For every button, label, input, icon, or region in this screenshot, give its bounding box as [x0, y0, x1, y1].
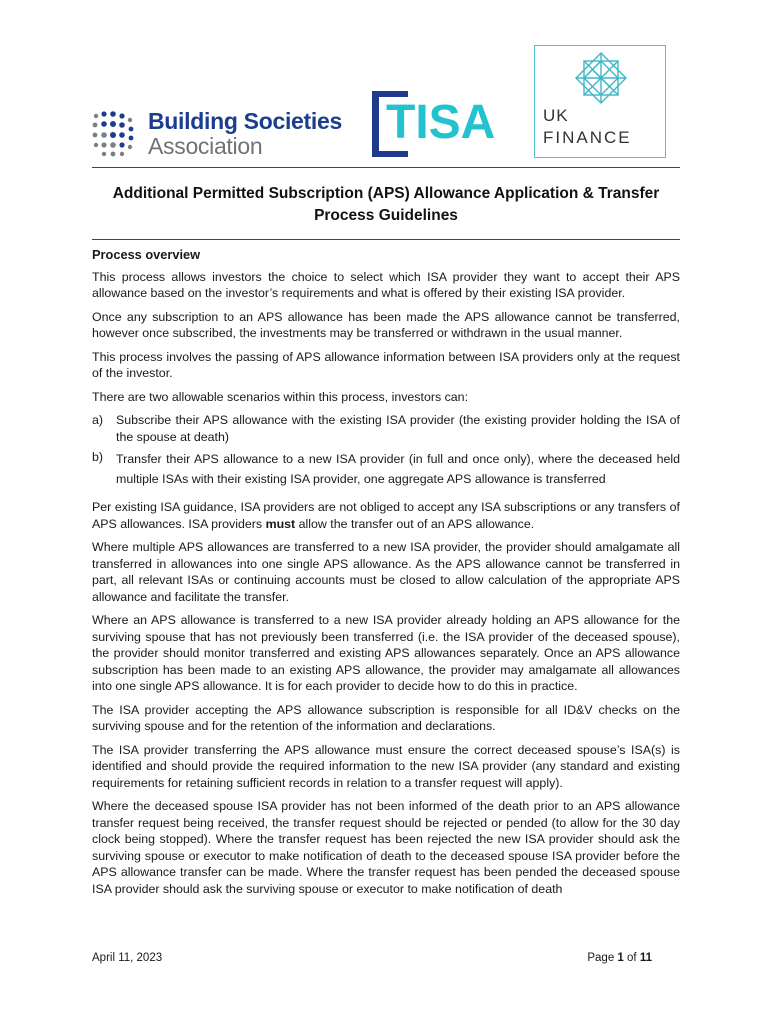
paragraph: Where multiple APS allowances are transferred to a new ISA provider, the provider should amalgamate all transferred in allowances into one single APS allowance. As the APS allowance cannot be transferred in part, all relevant ISAs or continuing accounts must be closed to allow calculation of the appropriate APS allowance and facilitate the transfer. [92, 540, 680, 604]
document-title: Additional Permitted Subscription (APS) Allowance Application & Transfer Process Guidelines [112, 185, 660, 224]
list-item-label: b) [92, 450, 104, 464]
uk-finance-line2: FINANCE [543, 128, 632, 147]
paragraph: Where an APS allowance is transferred to a new ISA provider already holding an APS allowance for the surviving spouse that has not previously been transferred (i.e. the ISA provider of the deceased spouse), the provider should monitor transferred and existing APS allowances separately. Once an APS allowance subscription has been made to an existing APS allowance, the provider may amalgamate all allowances into one single APS allowance. It is for each provider to decide how to do this in practice. [92, 613, 680, 693]
paragraph [92, 499, 680, 532]
paragraph-text: allow the transfer out of an APS allowance. [295, 516, 535, 531]
title-rule-top [92, 167, 680, 168]
paragraph: The ISA provider accepting the APS allowance subscription is responsible for all ID&V checks on the surviving spouse and for the retention of the information and declarations. [92, 702, 680, 733]
section-heading: Process overview [92, 247, 201, 262]
bsa-dots-icon [92, 110, 138, 158]
emphasis-must: must [265, 516, 296, 531]
page-total: 11 [639, 952, 652, 964]
page-word: Page [587, 952, 615, 964]
uk-finance-line1: UK [543, 106, 569, 125]
tisa-logo [372, 91, 512, 157]
paragraph: There are two allowable scenarios within this process, investors can: [92, 389, 469, 404]
uk-finance-mark-icon [573, 50, 629, 106]
list-item-label: a) [92, 413, 104, 427]
paragraph: This process involves the passing of APS allowance information between ISA providers only at the request of the investor. [92, 349, 680, 380]
tisa-logo-text: TISA [386, 96, 496, 149]
bsa-logo [92, 108, 362, 160]
uk-finance-logo [534, 45, 666, 158]
page-current: 1 [617, 952, 624, 964]
bsa-logo-line2: Association [148, 133, 263, 159]
list-item [92, 412, 680, 445]
bsa-logo-line1: Building Societies [148, 108, 342, 134]
list-item [92, 449, 680, 489]
tisa-bracket [372, 91, 379, 157]
list-item-text: Transfer their APS allowance to a new ISA provider (in full and once only), where the deceased held multiple ISAs with their existing ISA provider, one aggregate APS allowance is transferred [116, 452, 680, 486]
paragraph: The ISA provider transferring the APS allowance must ensure the correct deceased spouse’s ISA(s) is identified and should provide the required information to the new ISA provider (any standard and existing requirements for retaining sufficient records in relation to a transfer request will apply). [92, 742, 680, 790]
footer-date: April 11, 2023 [92, 952, 163, 964]
page-number [587, 952, 652, 964]
paragraph: This process allows investors the choice to select which ISA provider they want to accept their APS allowance based on the investor’s requirements and what is offered by their existing ISA provider. [92, 269, 680, 300]
title-rule-bottom [92, 239, 680, 240]
list-item-text: Subscribe their APS allowance with the existing ISA provider (the existing provider holding the ISA of the spouse at death) [116, 413, 680, 444]
paragraph: Where the deceased spouse ISA provider has not been informed of the death prior to an APS allowance transfer request being received, the transfer request should be rejected or pended (to allow for the 30 day clock being stopped). Where the transfer request has been rejected the new ISA provider should ask the surviving spouse or executor to make notification of death to the deceased spouse ISA provider before the APS allowance transfer can be made. Where the transfer request has been pended the deceased spouse ISA provider should ask the surviving spouse or executor to make notification of death [92, 799, 680, 896]
document-body [92, 247, 680, 904]
tisa-bracket-bottom [372, 151, 408, 157]
paragraph: Once any subscription to an APS allowance has been made the APS allowance cannot be transferred, however once subscribed, the investments may be transferred or withdrawn in the usual manner. [92, 309, 680, 340]
paragraph-text: Per existing ISA guidance, ISA providers are not obliged to accept any ISA subscriptions or any transfers of APS allowances. ISA providers [92, 500, 680, 531]
of-word: of [627, 952, 637, 964]
